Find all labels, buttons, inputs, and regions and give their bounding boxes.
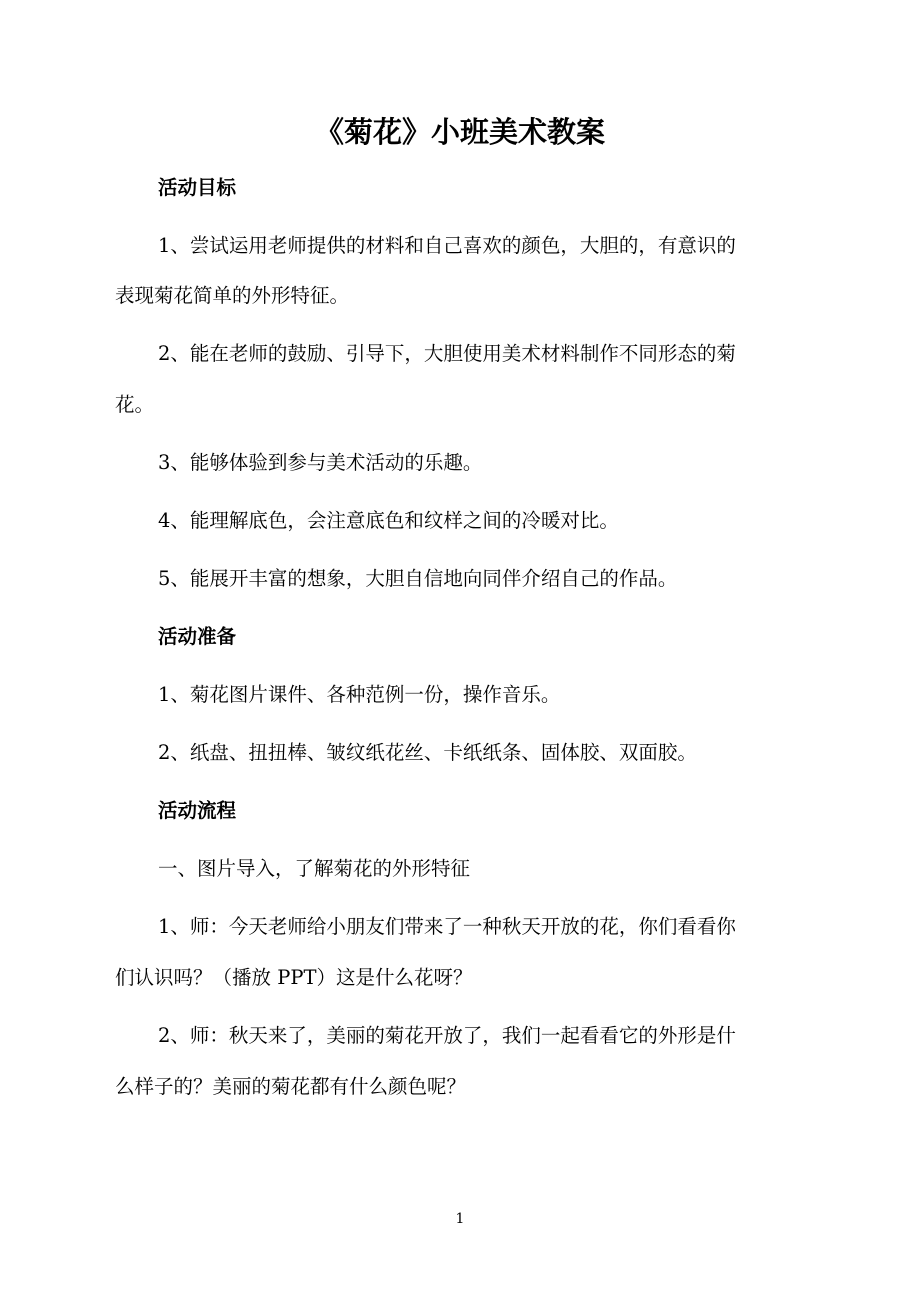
goal-item-2-line-2: 花。: [115, 393, 155, 416]
page-number: 1: [455, 1211, 465, 1227]
process-item-1-line-2: 们认识吗？（播放 PPT）这是什么花呀？: [115, 966, 473, 989]
process-item-2-line-1: 2、师：秋天来了，美丽的菊花开放了，我们一起看看它的外形是什: [158, 1024, 736, 1047]
goal-item-2-line-1: 2、能在老师的鼓励、引导下，大胆使用美术材料制作不同形态的菊: [158, 342, 736, 365]
preparation-item-2: 2、纸盘、扭扭棒、皱纹纸花丝、卡纸纸条、固体胶、双面胶。: [158, 741, 697, 764]
goal-item-5: 5、能展开丰富的想象，大胆自信地向同伴介绍自己的作品。: [158, 567, 678, 590]
process-item-1-line-1: 1、师：今天老师给小朋友们带来了一种秋天开放的花，你们看看你: [158, 915, 736, 938]
section-heading-goals: 活动目标: [158, 176, 237, 199]
section-heading-preparation: 活动准备: [158, 625, 237, 648]
goal-item-1-line-2: 表现菊花简单的外形特征。: [115, 284, 350, 307]
goal-item-4: 4、能理解底色，会注意底色和纹样之间的冷暖对比。: [158, 509, 619, 532]
goal-item-1-line-1: 1、尝试运用老师提供的材料和自己喜欢的颜色，大胆的，有意识的: [158, 234, 736, 257]
preparation-item-1: 1、菊花图片课件、各种范例一份，操作音乐。: [158, 683, 561, 706]
document-title: 《菊花》小班美术教案: [314, 115, 605, 149]
process-step-1: 一、图片导入，了解菊花的外形特征: [158, 857, 471, 880]
goal-item-3: 3、能够体验到参与美术活动的乐趣。: [158, 451, 483, 474]
section-heading-process: 活动流程: [158, 799, 237, 822]
process-item-2-line-2: 么样子的？美丽的菊花都有什么颜色呢？: [115, 1075, 467, 1098]
